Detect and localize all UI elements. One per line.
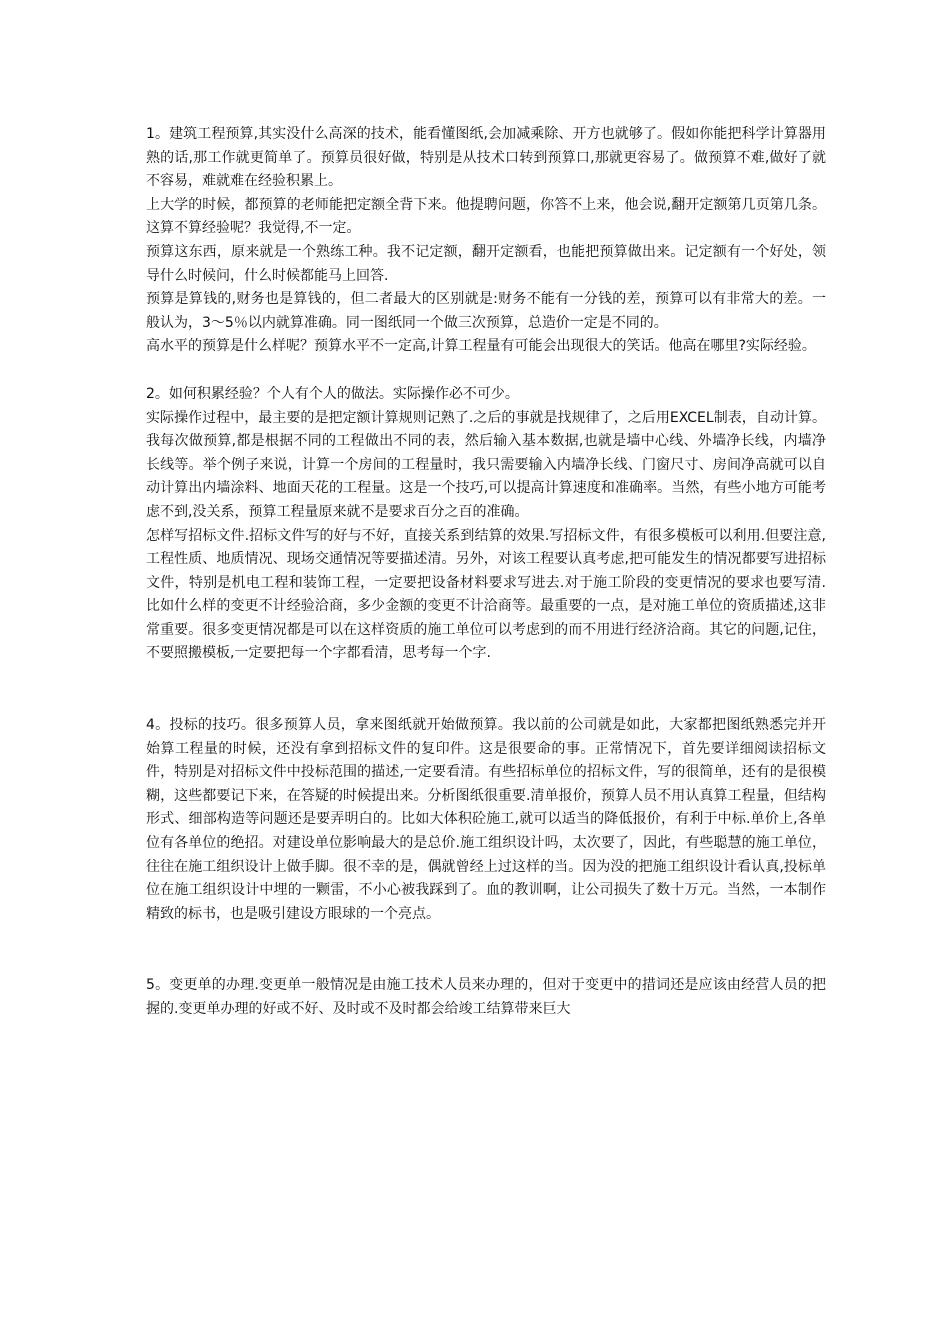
paragraph-7: 实际操作过程中，最主要的是把定额计算规则记熟了.之后的事就是找规律了，之后用EXCEL制表，自动计算。我每次做预算,都是根据不同的工程做出不同的表，然后输入基本数据,也就是墙中心线、外墙净长线，内墙净长线等。举个例子来说，计算一个房间的工程量时，我只需要输入内墙净长线、门窗尺寸、房间净高就可以自动计算出内墙涂料、地面天花的工程量。这是一个技巧,可以提高计算速度和准确率。当然，有些小地方可能考虑不到,没关系，预算工程量原来就不是要求百分之百的准确。 [146, 409, 826, 520]
paragraph-4: 预算是算钱的,财务也是算钱的，但二者最大的区别就是:财务不能有一分钱的差，预算可以有非常大的差。一般认为，3～5％以内就算准确。同一图纸同一个做三次预算，总造价一定是不同的。 [146, 291, 826, 331]
paragraph-2: 上大学的时候，都预算的老师能把定额全背下来。他提聘问题，你答不上来，他会说,翻开定额第几页第几条。这算不算经验呢？我觉得,不一定。 [146, 196, 826, 237]
paragraph-10: 5。变更单的办理.变更单一般情况是由施工技术人员来办理的，但对于变更中的措词还是应该由经营人员的把握的.变更单办理的好或不好、及时或不及时都会给竣工结算带来巨大 [146, 977, 826, 1017]
document-page [146, 123, 826, 1022]
paragraph-8: 怎样写招标文件.招标文件写的好与不好，直接关系到结算的效果.写招标文件，有很多模板可以利用.但要注意,工程性质、地质情况、现场交通情况等要描述清。另外，对该工程要认真考虑,把可能发生的情况都要写进招标文件，特别是机电工程和装饰工程，一定要把设备材料要求写进去.对于施工阶段的变更情况的要求也要写清.比如什么样的变更不计经验洽商，多少金额的变更不计洽商等。最重要的一点，是对施工单位的资质描述,这非常重要。很多变更情况都是可以在这样资质的施工单位可以考虑到的而不用进行经济洽商。其它的问题,记住，不要照搬模板,一定要把每一个字都看清，思考每一个字. [146, 527, 826, 662]
paragraph-spacer [146, 666, 826, 714]
paragraph-spacer [146, 359, 826, 383]
paragraph-spacer [146, 926, 826, 974]
paragraph-3: 预算这东西，原来就是一个熟练工种。我不记定额，翻开定额看，也能把预算做出来。记定额有一个好处，领导什么时候问，什么时候都能马上回答. [146, 243, 826, 284]
paragraph-9: 4。投标的技巧。很多预算人员，拿来图纸就开始做预算。我以前的公司就是如此，大家都把图纸熟悉完并开始算工程量的时候，还没有拿到招标文件的复印件。这是很要命的事。正常情况下，首先要详细阅读招标文件，特别是对招标文件中投标范围的描述,一定要看清。有些招标单位的招标文件，写的很简单，还有的是很模糊，这些都要记下来，在答疑的时候提出来。分析图纸很重要.清单报价，预算人员不用认真算工程量，但结构形式、细部构造等问题还是要弄明白的。比如大体积砼施工,就可以适当的降低报价，有利于中标.单价上,各单位有各单位的绝招。对建设单位影响最大的是总价.施工组织设计吗，太次要了，因此，有些聪慧的施工单位，往往在施工组织设计上做手脚。很不幸的是，偶就曾经上过这样的当。因为没的把施工组织设计看认真,投标单位在施工组织设计中埋的一颗雷，不小心被我踩到了。血的教训啊，让公司损失了数十万元。当然，一本制作精致的标书，也是吸引建设方眼球的一个亮点。 [146, 717, 826, 922]
paragraph-6: 2。如何积累经验？个人有个人的做法。实际操作必不可少。 [146, 385, 519, 402]
paragraph-1: 1。建筑工程预算,其实没什么高深的技术，能看懂图纸,会加减乘除、开方也就够了。假如你能把科学计算器用熟的话,那工作就更简单了。预算员很好做，特别是从技术口转到预算口,那就更容易了。做预算不难,做好了就不容易，难就难在经验积累上。 [146, 126, 826, 190]
paragraph-5: 高水平的预算是什么样呢？预算水平不一定高,计算工程量有可能会出现很大的笑话。他高在哪里?实际经验。 [146, 338, 816, 355]
